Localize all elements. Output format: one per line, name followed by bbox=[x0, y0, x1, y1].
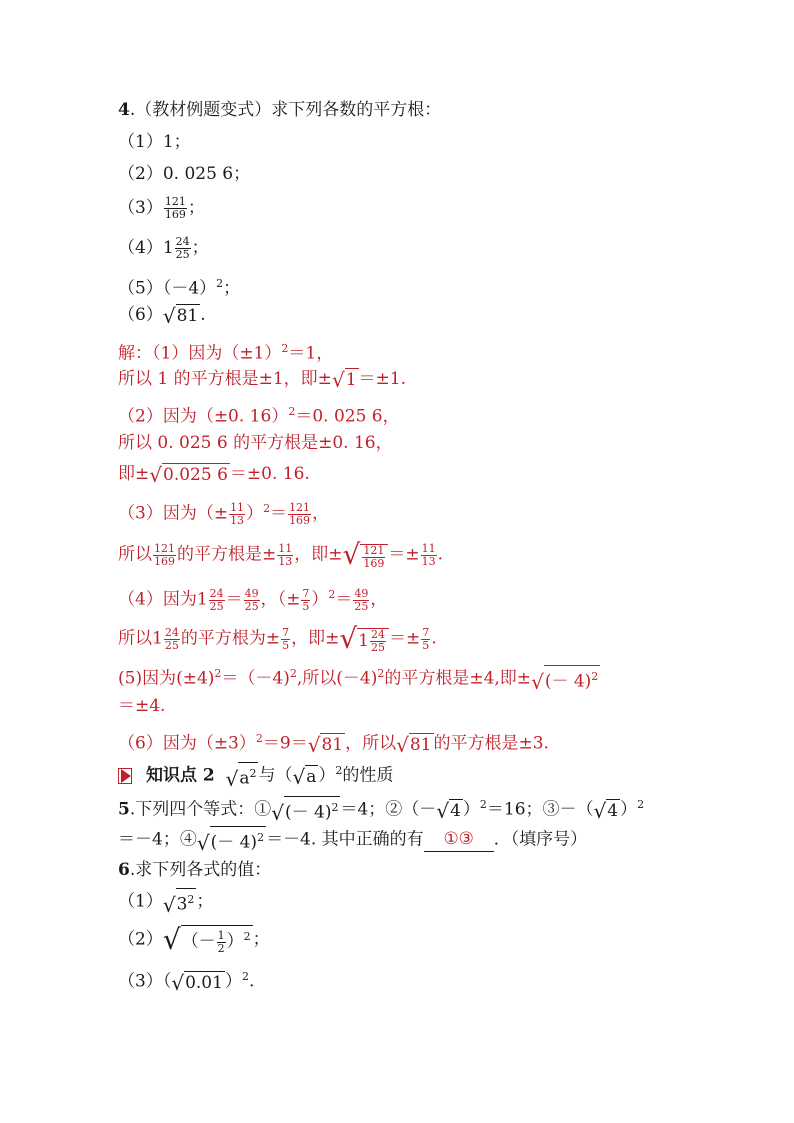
sqrt-expression: √ 0.025 6 bbox=[149, 463, 228, 487]
sqrt-expression: √ 81 bbox=[307, 732, 344, 757]
sqrt-expression: √ (－ 4)$^2$ bbox=[531, 665, 600, 693]
q5-line-2: ＝－4；④ √ (－ 4)$^2$ ＝－4. 其中正确的有 ①③ ．（填序号） bbox=[118, 826, 587, 854]
solution-line-9: 所以1 $\frac{24}{25}$ 的平方根为± $\frac{7}{5}$ ，即± √ 1 $\frac{24}{25}$ ＝± $\frac{7}{5}$ . bbox=[118, 622, 437, 655]
q6-title: 6.求下列各式的值： bbox=[118, 860, 272, 880]
sqrt-expression: √ $\frac{121}{169}$ bbox=[343, 540, 389, 570]
solution-line-4: 所以 0. 025 6 的平方根是±0. 16， bbox=[118, 433, 393, 453]
q6-item-1: （1） √ $3^2$ ； bbox=[118, 888, 213, 916]
q4-item-4: （4）1 $\frac{24}{25}$ ； bbox=[118, 235, 209, 261]
solution-line-10: (5)因为$(\pm 4)^2=(-4)^2$,所以$(-4)^2$的平方根是±4,即± √ (－ 4)$^2$ bbox=[118, 667, 599, 694]
knowledge-point-heading: 知识点 2 √ $a^2$ 与（ √ a ）$^2$的性质 bbox=[118, 759, 393, 790]
q4-item-5: $(5)(-4)^2$； bbox=[118, 277, 241, 299]
sqrt-expression: √ 1 bbox=[331, 368, 357, 392]
q4-item-3: （3） $\frac{121}{169}$ ； bbox=[118, 195, 205, 221]
fraction: $\frac{121}{169}$ bbox=[164, 195, 186, 221]
fraction: $\frac{24}{25}$ bbox=[175, 235, 190, 261]
solution-line-8: （4）因为1 $\frac{24}{25}$ ＝ $\frac{49}{25}$ ，（± $\frac{7}{5}$ ）$^2$＝ $\frac{49}{25}$ ， bbox=[118, 586, 388, 613]
q6-item-3: （3）（ √ 0.01 ）$^2$. bbox=[118, 970, 255, 995]
sqrt-expression: √ 81 bbox=[162, 304, 199, 328]
solution-line-7: 所以 $\frac{121}{169}$ 的平方根是± $\frac{11}{13}$ ，即± √ $\frac{121}{169}$ ＝± $\frac{11}{13}$ . bbox=[118, 538, 443, 571]
solution-line-5: 即± √ 0.025 6 ＝±0. 16. bbox=[118, 463, 310, 487]
q4-item-2: （2）0. 025 6； bbox=[118, 164, 251, 184]
q4-title: 4.（教材例题变式）求下列各数的平方根： bbox=[118, 100, 442, 120]
triangle-marker-icon bbox=[118, 768, 132, 784]
answer-blank[interactable]: ①③ bbox=[424, 827, 494, 852]
solution-line-3: （2）因为（±0. 16）$^2$＝0. 025 6， bbox=[118, 405, 400, 427]
q5-line-1: 5.下列四个等式：① √ (－ 4)$^2$ ＝4；②（－ √ 4 ）$^2$＝16；③－（ √ 4 ）$^2$ bbox=[118, 798, 645, 825]
solution-line-6: （3）因为（± $\frac{11}{13}$ ）$^2$＝ $\frac{121}{169}$ ， bbox=[118, 500, 330, 527]
q4-item-6: （6） √ 81 . bbox=[118, 304, 206, 328]
solution-line-11: ＝±4. bbox=[118, 696, 166, 716]
q4-item-1: （1）1； bbox=[118, 132, 191, 152]
solution-line-12: （6）因为$(\pm 3)^2=9=$ √ 81 ，所以 √ 81 的平方根是±3. bbox=[118, 732, 549, 757]
sqrt-expression: √ 81 bbox=[396, 732, 432, 757]
q6-item-2: （2） √ （－ $\frac{1}{2}$ ）$^2$ ； bbox=[118, 923, 270, 956]
sqrt-expression: √ 1 $\frac{24}{25}$ bbox=[339, 624, 389, 654]
solution-line-2: 所以 1 的平方根是±1，即± √ 1 ＝±1. bbox=[118, 368, 406, 392]
solution-line-1: 解：（1）因为$(\pm 1)^2=1$， bbox=[118, 342, 334, 364]
